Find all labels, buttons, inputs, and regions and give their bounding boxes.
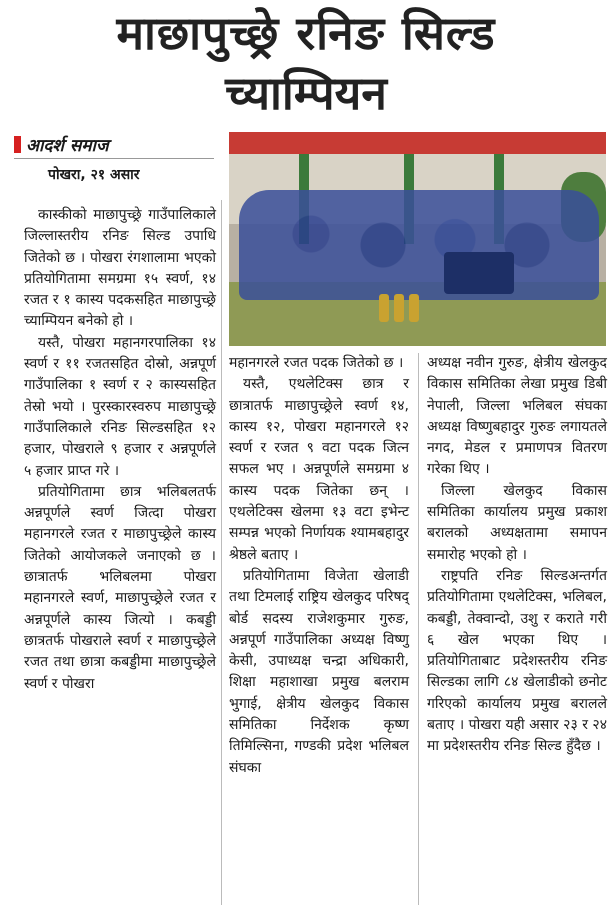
photo-banner xyxy=(444,252,514,294)
photo-trophy xyxy=(409,294,419,322)
paragraph: यस्तै, एथलेटिक्स छात्र र छात्रातर्फ माछापुच्छ्रेले स्वर्ण १४, कास्य १२, पोखरा महानगरले १२ स्वर्ण र रजत ९ वटा पदक जित्न सफल भए । अन्नपूर्णले समग्रमा ४ कास्य पदक जितेका छन् । एथलेटिक्स खेलमा १३ वटा इभेन्ट सम्पन्न भएको निर्णायक श्यामबहादुर श्रेष्ठले बताए । xyxy=(229,376,409,563)
headline-line-2: च्याम्पियन xyxy=(225,66,387,120)
paragraph: यस्तै, पोखरा महानगरपालिका १४ स्वर्ण र ११ रजतसहित दोस्रो, अन्नपूर्ण गाउँपालिका १ स्वर्ण र २ कास्यसहित तेस्रो भयो । पुरस्कारस्वरुप माछापुच्छ्रे गाउँपालिकाले रनिङ सिल्डसहित १२ हजार, पोखराले ९ हजार र अन्नपूर्णले ५ हजार प्राप्त गरे । xyxy=(24,334,216,479)
byline xyxy=(14,133,214,159)
paragraph: जिल्ला खेलकुद विकास समितिका कार्यालय प्रमुख प्रकाश बरालको अध्यक्षतामा समापन समारोह भएको हो । xyxy=(427,482,607,563)
article-column-2 xyxy=(229,353,409,779)
column-divider xyxy=(221,200,222,905)
paragraph: प्रतियोगितामा छात्र भलिबलतर्फ अन्नपूर्णले स्वर्ण जित्दा पोखरा महानगरले रजत र माछापुच्छ्रेले कास्य जितेको आयोजकले जनाएको छ । छात्रातर्फ भलिबलमा पोखरा महानगरले स्वर्ण, माछापुच्छ्रेले रजत र अन्नपूर्णले कास्य जित्यो । कबड्डी छात्रतर्फ पोखराले स्वर्ण र माछापुच्छ्रेले रजत तथा छात्रा कबड्डीमा माछापुच्छ्रेले स्वर्ण र पोखरा xyxy=(24,483,216,692)
article-column-1 xyxy=(24,205,216,695)
photo-team-group xyxy=(239,190,599,300)
paragraph: राष्ट्रपति रनिङ सिल्डअन्तर्गत प्रतियोगितामा एथलेटिक्स, भलिबल, कबड्डी, तेक्वान्दो, उशु र कराते गरी ६ खेल भएका थिए । प्रतियोगिताबाट प्रदेशस्तरीय रनिङ सिल्डका लागि ८४ खेलाडीको छनोट गरिएको कार्यालय प्रमुख बरालले बताए । पोखरा यही असार २३ र २४ मा प्रदेशस्तरीय रनिङ सिल्ड हुँदैछ । xyxy=(427,567,607,755)
dateline: पोखरा, २१ असार xyxy=(48,167,140,183)
column-divider xyxy=(418,353,419,905)
headline xyxy=(0,2,612,122)
headline-line-1: माछापुच्छ्रे रनिङ सिल्ड xyxy=(116,6,496,60)
paragraph: अध्यक्ष नवीन गुरुङ, क्षेत्रीय खेलकुद विकास समितिका लेखा प्रमुख डिबी नेपाली, जिल्ला भलिबल संघका अध्यक्ष विष्णुबहादुर गुरुङ लगायतले नगद, मेडल र प्रमाणपत्र वितरण गरेका थिए । xyxy=(427,355,607,478)
byline-author: आदर्श समाज xyxy=(26,136,109,156)
paragraph: कास्कीको माछापुच्छ्रे गाउँपालिकाले जिल्लास्तरीय रनिङ सिल्ड उपाधि जितेको छ । पोखरा रंगशालामा भएको प्रतियोगितामा समग्रमा १५ स्वर्ण, १४ रजत र १ कास्य पदकसहित माछापुच्छ्रे च्याम्पियन बनेको हो । xyxy=(24,207,216,330)
paragraph: प्रतियोगितामा विजेता खेलाडी तथा टिमलाई राष्ट्रिय खेलकुद परिषद् बोर्ड सदस्य राजेशकुमार गुरुङ, अन्नपूर्ण गाउँपालिका अध्यक्ष विष्णु केसी, उपाध्यक्ष चन्द्रा अधिकारी, शिक्षा महाशाखा प्रमुख बलराम भुगाई, क्षेत्रीय खेलकुद विकास समितिका निर्देशक कृष्ण तिमिल्सिना, गण्डकी प्रदेश भलिबल संघका xyxy=(229,567,409,776)
article-column-3 xyxy=(427,353,607,758)
photo-trophy xyxy=(394,294,404,322)
team-photo xyxy=(229,132,606,346)
photo-roof xyxy=(229,132,606,154)
photo-trophy xyxy=(379,294,389,322)
paragraph: महानगरले रजत पदक जितेको छ । xyxy=(229,355,404,371)
byline-marker xyxy=(14,136,21,153)
